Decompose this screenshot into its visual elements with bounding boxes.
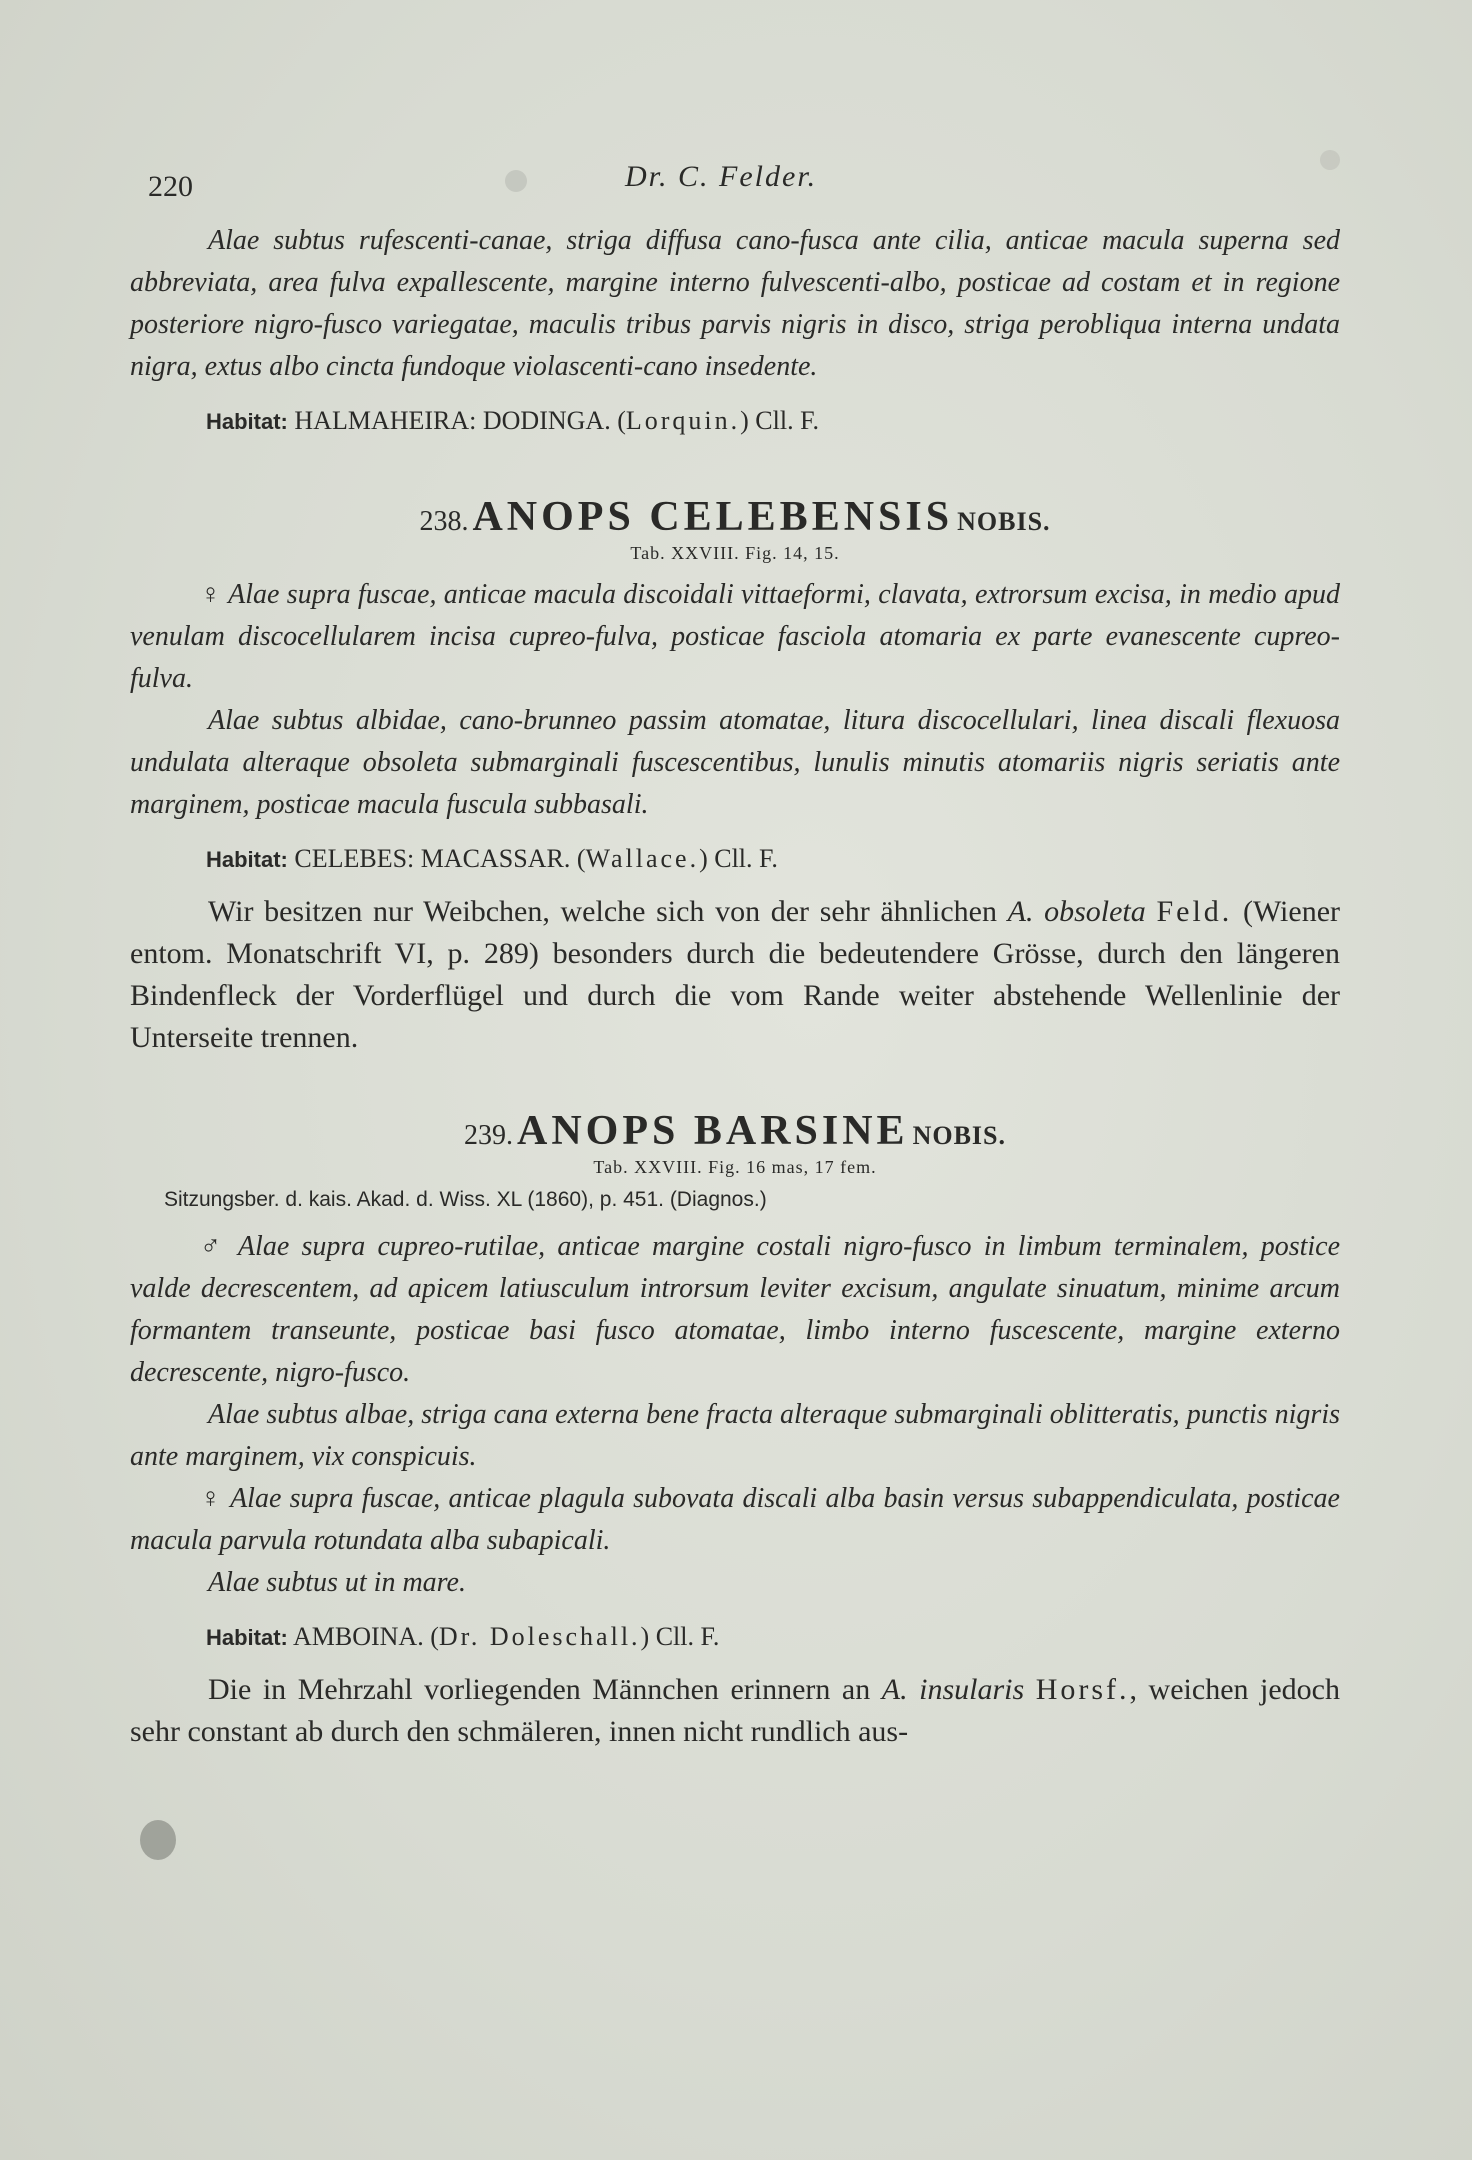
species-name: ANOPS CELEBENSIS [472,494,954,540]
german-remarks [130,1669,1340,1753]
underside-description: Alae subtus albidae, cano-brunneo passim atomatae, litura discocellulari, linea discali flexuosa undulata alteraque obsoleta submarginali fuscescentibus, lunulis minutis atomariis nigris seriatis ante marginem, posticae macula fuscula subbasali. [130,705,1340,820]
habitat-line [206,838,1340,881]
plate-reference: Tab. XXVIII. Fig. 16 mas, 17 fem. [593,1157,877,1177]
latin-description: Alae subtus rufescenti-canae, striga diffusa cano-fusca ante cilia, anticae macula superna sed abbreviata, area fulva expallescente, margine interno fulvescenti-albo, posticae ad costam et in regione posteriore nigro-fusco variegatae, maculis tribus parvis nigris in disco, striga perobliqua interna undata nigra, extus albo cincta fundoque violascenti-cano insedente. [130,225,1340,382]
german-text: Die in Mehrzahl vorliegenden Männchen erinnern an [208,1673,882,1706]
page-header [130,158,1340,208]
german-text: (Wiener entom. Monatschrift VI, p. 289) besonders durch die bedeutendere Grösse, durch den längeren Bindenfleck der Vorderflügel und durch die vom Rande weiter abstehende Wellenlinie der Unterseite trennen. [130,895,1341,1054]
habitat-line [206,1616,1340,1659]
female-description: ♀ Alae supra fuscae, anticae plagula subovata discali alba basin versus subappendiculata, posticae macula parvula rotundata alba subapicali. [130,1483,1340,1556]
page-content [130,158,1340,1753]
author-reference: Horsf. [1035,1673,1130,1706]
species-author: NOBIS. [957,507,1051,536]
literature-citation: Sitzungsber. d. kais. Akad. d. Wiss. XL (1860), p. 451. (Diagnos.) [164,1188,767,1211]
male-description: ♂ Alae supra cupreo-rutilae, anticae margine costali nigro-fusco in limbum terminalem, postice valde decrescentem, ad apicem latiusculum introrsum leviter excisum, angulate sinuatum, minime arcum formantem transeunte, posticae basi fusco atomatae, limbo interno fuscescente, margine externo decrescente, nigro-fusco. [130,1231,1340,1388]
species-reference: A. insularis [881,1673,1025,1706]
running-title: Dr. C. Felder. [625,160,818,193]
author-reference: Feld. [1156,895,1233,928]
page-number: 220 [148,170,193,203]
habitat-label: Habitat: [206,409,288,434]
habitat-label: Habitat: [206,1625,288,1650]
german-remarks [130,891,1340,1059]
habitat-text: CELEBES: MACASSAR. ( [294,844,586,873]
habitat-label: Habitat: [206,847,288,872]
female-underside-description: Alae subtus ut in mare. [208,1567,466,1598]
collector-name: Wallace. [585,844,700,873]
habitat-text: HALMAHEIRA: DODINGA. ( [294,406,626,435]
plate-reference: Tab. XXVIII. Fig. 14, 15. [630,543,840,563]
collector-name: Lorquin. [625,406,741,435]
species-heading [130,493,1340,541]
habitat-end: ) Cll. F. [699,844,778,873]
species-number: 239. [464,1120,513,1151]
male-underside-description: Alae subtus albae, striga cana externa bene fracta alteraque submarginali oblitteratis, punctis nigris ante marginem, vix conspicuis. [130,1399,1340,1472]
habitat-text: AMBOINA. ( [292,1622,439,1651]
german-text: , weichen jedoch sehr constant ab durch den schmäleren, innen nicht rundlich aus- [130,1673,1340,1748]
female-description: ♀ Alae supra fuscae, anticae macula discoidali vittaeformi, clavata, extrorsum excisa, in medio apud venulam discocellularem incisa cupreo-fulva, posticae fasciola atomaria ex parte evanescente cupreo-fulva. [130,579,1340,694]
species-number: 238. [419,506,469,537]
species-reference: A. obsoleta [1007,895,1146,928]
species-author: NOBIS. [912,1121,1006,1150]
ink-spot [140,1820,176,1860]
habitat-end: ) Cll. F. [740,406,819,435]
german-text: Wir besitzen nur Weibchen, welche sich von der sehr ähnlichen [208,895,1008,928]
species-name: ANOPS BARSINE [517,1108,909,1154]
habitat-line [206,400,1340,443]
collector-name: Dr. Doleschall. [438,1622,641,1651]
habitat-end: ) Cll. F. [640,1622,720,1651]
species-heading [130,1107,1340,1155]
